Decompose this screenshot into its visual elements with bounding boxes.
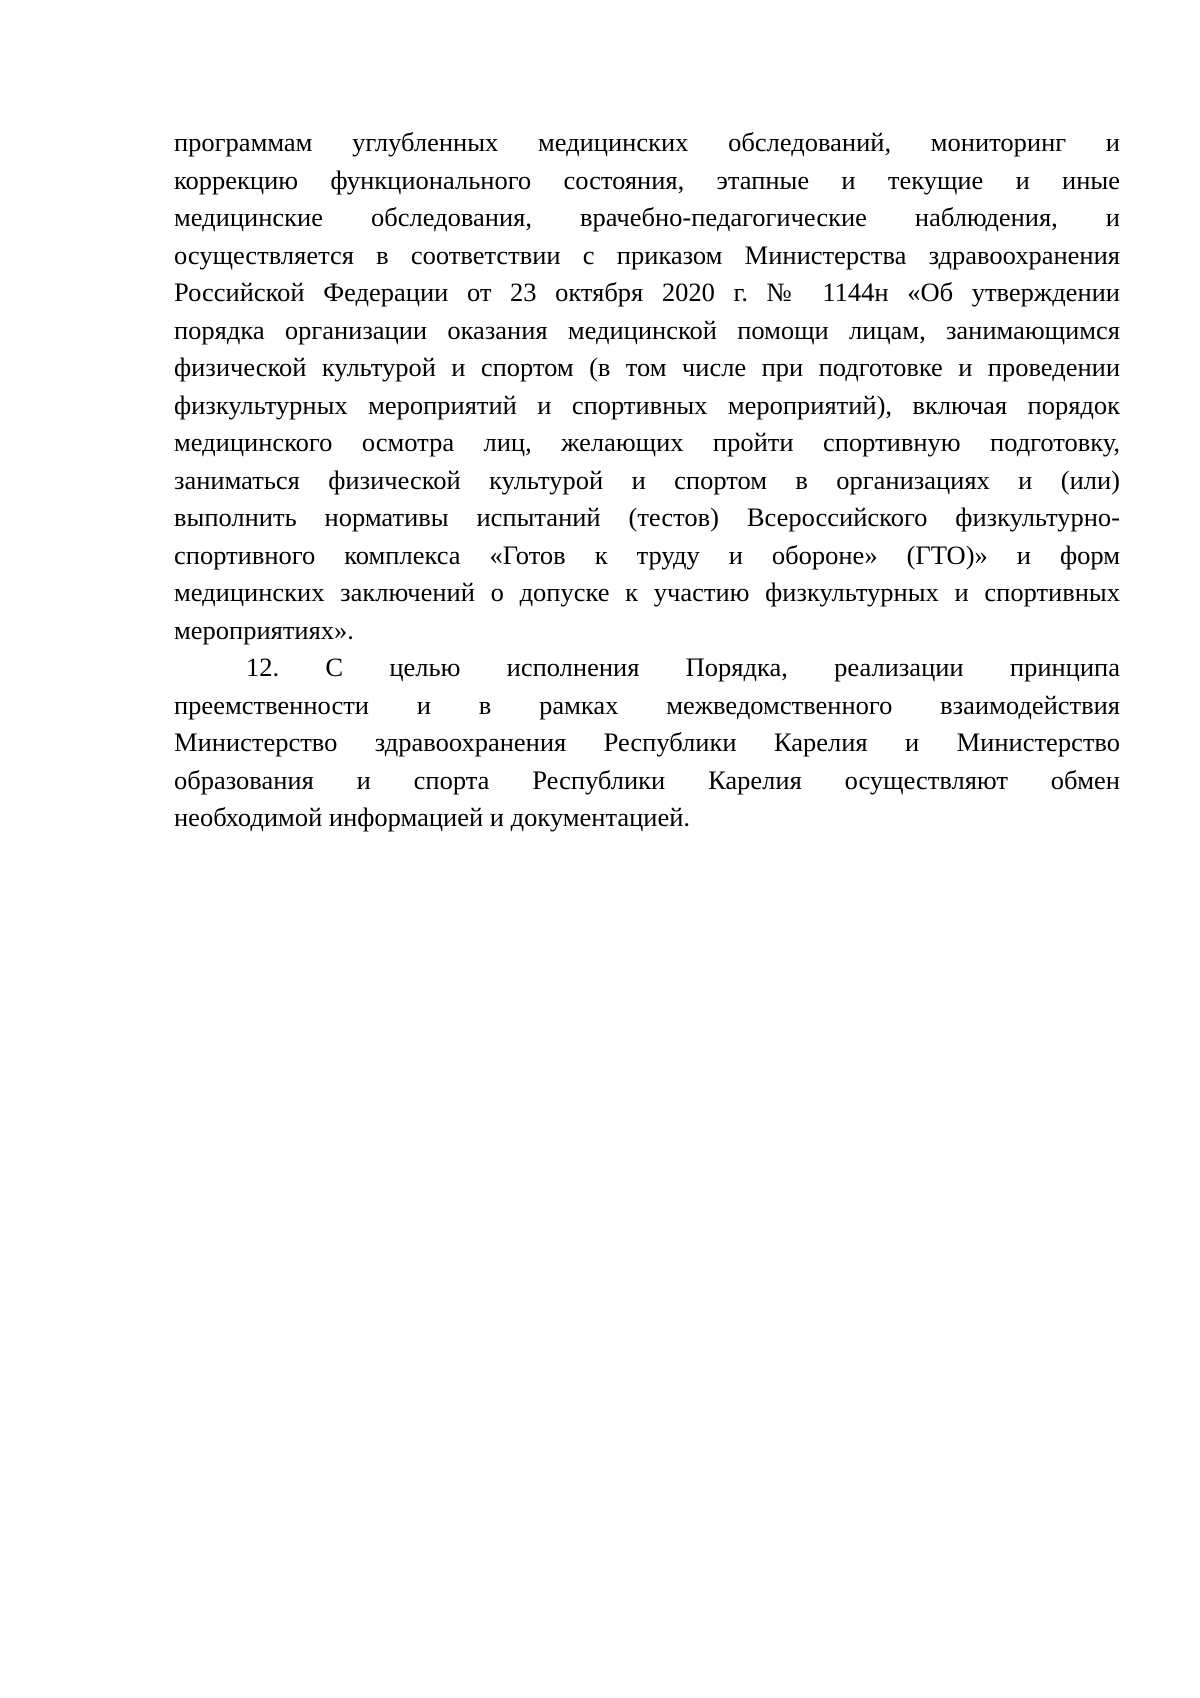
paragraph-12 <box>174 649 1120 837</box>
document-body <box>174 124 1120 837</box>
text-line: Министерство здравоохранения Республики Карелия и Министерство <box>174 727 1120 757</box>
text-line: порядка организации оказания медицинской помощи лицам, занимающимся <box>174 314 1120 345</box>
text-line: медицинских заключений о допуске к участию физкультурных и спортивных <box>174 577 1120 607</box>
text-line: коррекцию функционального состояния, этапные и текущие и иные <box>174 164 1120 195</box>
text-line: Российской Федерации от 23 октября 2020 г. № 1144н «Об утверждении <box>174 277 1120 307</box>
text-line: программам углубленных медицинских обследований, мониторинг и <box>174 127 1120 157</box>
text-line: спортивного комплекса «Готов к труду и обороне» (ГТО)» и форм <box>174 539 1120 570</box>
text-line: осуществляется в соответствии с приказом Министерства здравоохранения <box>174 239 1120 270</box>
text-line: необходимой информацией и документацией. <box>174 802 691 832</box>
text-line: заниматься физической культурой и спортом в организациях и (или) <box>174 464 1120 495</box>
text-line: образования и спорта Республики Карелия осуществляют обмен <box>174 764 1120 795</box>
text-line: медицинские обследования, врачебно-педагогические наблюдения, и <box>174 202 1120 232</box>
paragraph-continuation <box>174 124 1120 649</box>
text-line: физкультурных мероприятий и спортивных мероприятий), включая порядок <box>174 389 1120 420</box>
text-line: преемственности и в рамках межведомственного взаимодействия <box>174 689 1120 720</box>
text-line: выполнить нормативы испытаний (тестов) Всероссийского физкультурно- <box>174 502 1120 532</box>
text-line: 12. С целью исполнения Порядка, реализации принципа <box>246 652 1120 682</box>
text-line: физической культурой и спортом (в том числе при подготовке и проведении <box>174 352 1120 382</box>
text-line: мероприятиях». <box>174 614 354 645</box>
text-line: медицинского осмотра лиц, желающих пройти спортивную подготовку, <box>174 427 1120 457</box>
